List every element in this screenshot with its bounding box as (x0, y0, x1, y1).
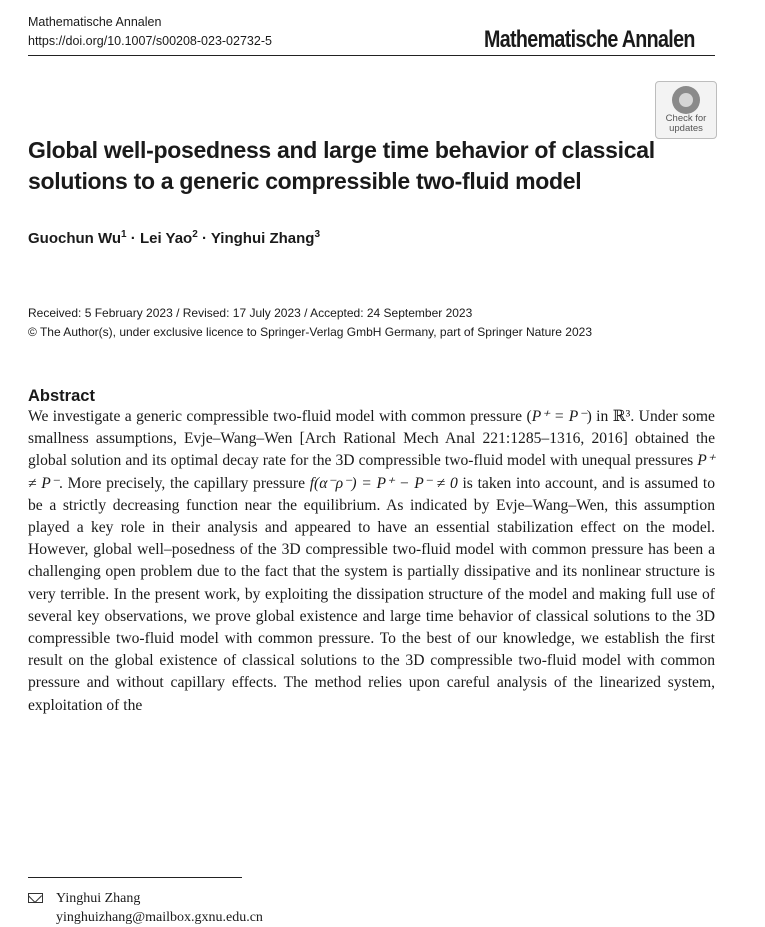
footnote-divider (28, 877, 242, 878)
doi-link[interactable]: https://doi.org/10.1007/s00208-023-02732-5 (28, 34, 272, 48)
corresponding-author-email[interactable]: yinghuizhang@mailbox.gxnu.edu.cn (56, 910, 263, 925)
abstract-heading: Abstract (28, 387, 95, 405)
abstract-segment: ) in ℝ³. Under some smallness assumptions, Evje–Wang–Wen [Arch Rational Mech Anal 221:1285–1316, 2016] obtained the global solution and its optimal decay rate for the 3D compressible two-fluid model with unequal pressures (28, 408, 715, 470)
affiliation-mark: 2 (192, 229, 198, 240)
math-expression: f(α⁻ρ⁻) = P⁺ − P⁻ ≠ 0 (309, 474, 458, 492)
math-expression: P⁺ ≠ P⁻ (28, 452, 715, 492)
badge-line-1: Check for (665, 113, 707, 124)
abstract-segment: . More precisely, the capillary pressure (59, 474, 310, 492)
abstract-segment: is taken into account, and is assumed to be a strictly decreasing function near the equilibrium. As indicated by Evje–Wang–Wen, this assumption played a key role in their analysis and appeared to have an essential stabilization effect on the model. However, global well–posedness of the 3D compressible two-fluid model with common pressure has been a challenging open problem due to the fact that the system is partially dissipative and its nonlinear structure is very terrible. In the present work, by exploiting the dissipation structure of the model and making full use of several key observations, we prove global existence and large time behavior of classical solutions to the 3D compressible two-fluid model with common pressure. To the best of our knowledge, we establish the first result on the global existence of classical solutions to the 3D compressible two-fluid model with common pressure and without capillary effects. The method relies upon careful analysis of the linearized system, exploitation of the (28, 474, 716, 714)
badge-line-2: updates (669, 123, 703, 134)
author-list (28, 229, 320, 247)
author-name[interactable]: Guochun Wu (28, 230, 122, 247)
journal-name-small: Mathematische Annalen (28, 15, 162, 29)
abstract-segment: We investigate a generic compressible two-fluid model with common pressure ( (28, 408, 532, 425)
journal-brand-title: Mathematische Annalen (484, 26, 695, 53)
math-expression: P⁺ = P⁻ (531, 408, 587, 425)
author-separator: · (126, 230, 140, 247)
abstract-text (28, 406, 715, 717)
affiliation-mark: 3 (314, 229, 320, 240)
copyright-notice: © The Author(s), under exclusive licence to Springer-Verlag GmbH Germany, part of Springer Nature 2023 (28, 325, 592, 339)
header-divider (28, 55, 715, 56)
paper-title: Global well-posedness and large time behavior of classical solutions to a generic compressible two-fluid model (28, 137, 655, 194)
check-for-updates-badge[interactable] (655, 81, 717, 139)
affiliation-mark: 1 (121, 229, 127, 240)
corresponding-author-name: Yinghui Zhang (56, 891, 141, 906)
envelope-icon (28, 893, 43, 903)
author-name[interactable]: Yinghui Zhang (210, 230, 315, 247)
publication-dates: Received: 5 February 2023 / Revised: 17 July 2023 / Accepted: 24 September 2023 (28, 306, 473, 320)
author-name[interactable]: Lei Yao (139, 230, 193, 247)
author-separator: · (197, 230, 211, 247)
check-for-updates-icon (672, 86, 700, 114)
